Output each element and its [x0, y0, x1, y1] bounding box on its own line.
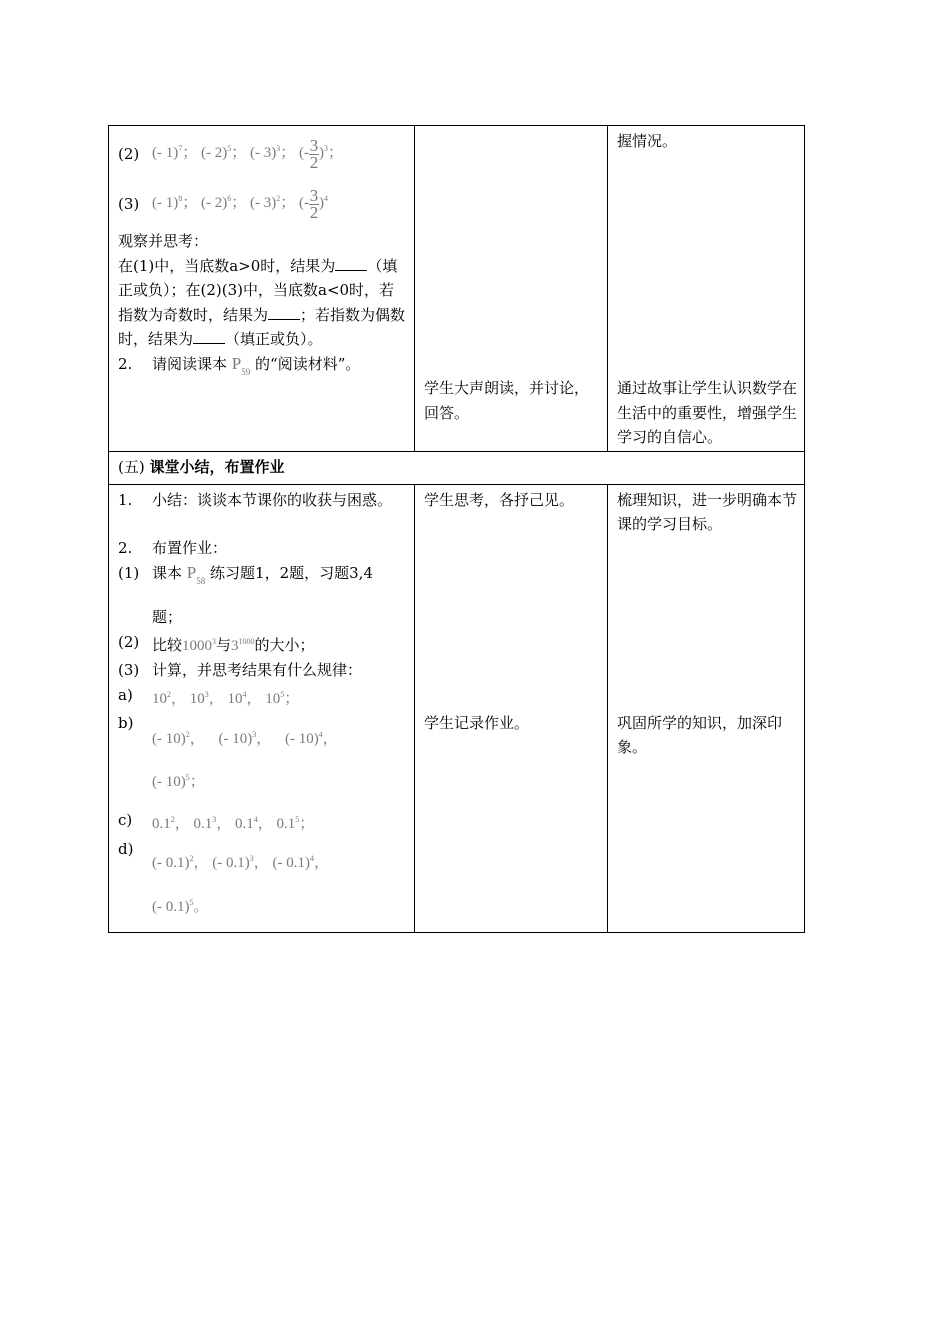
item-label: (2) [118, 144, 140, 163]
sub-item-d: d) (- 0.1)$^2$， (- 0.1)$^3$， (- 0.1)$^4$， [118, 839, 330, 871]
section-header-row [109, 452, 805, 485]
observe-heading: 观察并思考： [118, 232, 209, 250]
homework-item-3: (3) 计算，并思考结果有什么规律： [118, 661, 363, 679]
intent-text-top: 握情况。 [617, 132, 678, 150]
student-activity-cell [415, 484, 608, 932]
reading-item: 2. 请阅读课本 $P_{59}$ 的“阅读材料”。 [118, 353, 361, 377]
lesson-plan-table [108, 125, 805, 933]
fraction: $\frac{3}{2}$ [309, 185, 319, 222]
homework-item-1-cont: 题； [152, 608, 183, 626]
student-response: 学生大声朗读，并讨论，回答。 [424, 379, 590, 422]
fraction: $\frac{3}{2}$ [309, 135, 319, 172]
formula: (- 1)$^8$； (- 2)$^6$； (- 3)$^2$； (- $\frac{3}{2}$ )$^4$ [152, 185, 329, 222]
activity-cell [109, 484, 415, 932]
sub-item-b: b) (- 10)$^2$， (- 10)$^3$， (- 10)$^4$， [118, 714, 338, 747]
exercise-item-2 [118, 129, 408, 179]
table-row [109, 484, 805, 932]
sub-item-d-cont: (- 0.1)$^5$。 [152, 898, 209, 915]
observe-question: 在(1)中，当底数a>0时，结果为 （填正或负）；在(2)(3)中，当底数a<0时，若指数为奇数时，结果为 ；若指数为偶数时，结果为 （填正或负）。 [118, 256, 406, 348]
item-label: (3) [118, 194, 140, 213]
intent-text: 通过故事让学生认识数学在生活中的重要性，增强学生学习的自信心。 [617, 379, 798, 446]
student-response: 学生思考，各抒己见。 [424, 490, 575, 509]
activity-cell [109, 126, 415, 452]
student-response: 学生记录作业。 [424, 713, 530, 732]
formula: (- 1)$^7$； (- 2)$^5$； (- 3)$^3$； (- $\frac{3}{2}$ )$^3$； [152, 135, 344, 172]
student-activity-cell [415, 126, 608, 452]
intent-text: 巩固所学的知识，加深印象。 [617, 713, 783, 756]
homework-heading: 2. 布置作业： [118, 539, 228, 557]
table-row [109, 126, 805, 452]
sub-item-b-cont: (- 10)$^5$； [152, 772, 205, 790]
intent-text: 梳理知识，进一步明确本节课的学习目标。 [617, 490, 798, 533]
homework-item-2: (2) 比较1000$^3$与$3^{1000}$的大小； [118, 632, 315, 654]
design-intent-cell [608, 484, 805, 932]
exercise-item-3 [118, 179, 408, 229]
design-intent-cell [608, 126, 805, 452]
summary-item: 1. 小结：谈谈本节课你的收获与困惑。 [118, 490, 393, 509]
sub-item-c: c) $0.1^2$， $0.1^3$， $0.1^4$， $0.1^5$； [118, 811, 315, 832]
section-header: (五) 课堂小结，布置作业 [109, 452, 805, 485]
sub-item-a: a) $10^2$， $10^3$， $10^4$， $10^5$； [118, 685, 300, 707]
homework-item-1: (1) 课本 $P_{58}$ 练习题1，2题，习题3,4 [118, 562, 373, 586]
